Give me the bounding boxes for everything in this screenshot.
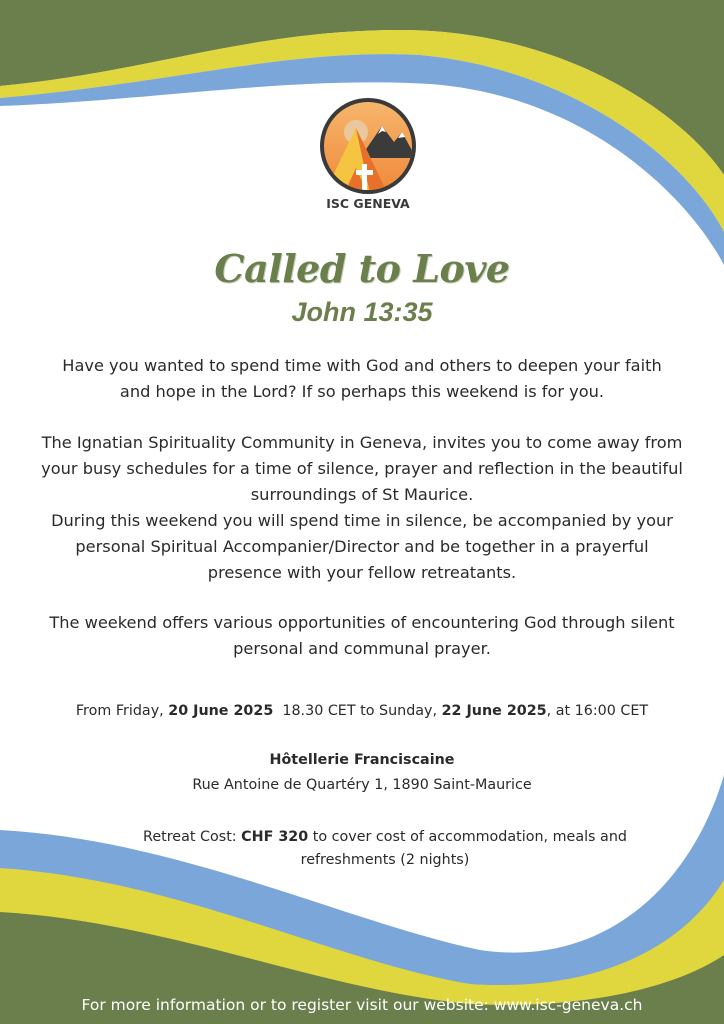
community-paragraph [10, 430, 714, 508]
logo-text: ISC GENEVA [326, 196, 410, 211]
text-line: The Ignatian Spirituality Community in Geneva, invites you to come away from [41, 433, 683, 452]
start-time: 18.30 CET to Sunday, [273, 703, 442, 719]
footer-website-info: For more information or to register visit our website: www.isc-geneva.ch [81, 996, 643, 1014]
text-line: Have you wanted to spend time with God and others to deepen your faith [62, 356, 662, 375]
cost-line: refreshments (2 nights) [300, 852, 470, 868]
text-line: During this weekend you will spend time in silence, be accompanied by your [51, 511, 673, 530]
cost-label: Retreat Cost: [143, 829, 242, 845]
start-date: 20 June 2025 [168, 703, 274, 719]
retreat-cost [90, 826, 680, 872]
cost-description: to cover cost of accommodation, meals and [308, 829, 627, 845]
page-title: Called to Love [214, 246, 510, 291]
text-line: personal Spiritual Accompanier/Director and be together in a prayerful [75, 537, 649, 556]
dates-from-label: From Friday, [75, 703, 169, 719]
text-line: personal and communal prayer. [233, 639, 491, 658]
venue-name: Hôtellerie Franciscaine [269, 752, 455, 768]
intro-paragraph [10, 353, 714, 405]
weekend-paragraph [10, 508, 714, 586]
bible-verse: John 13:35 [291, 297, 433, 327]
end-date: 22 June 2025 [441, 703, 547, 719]
text-line: surroundings of St Maurice. [250, 485, 474, 504]
text-line: your busy schedules for a time of silence, prayer and reflection in the beautiful [41, 459, 683, 478]
cost-amount: CHF 320 [241, 829, 309, 845]
isc-geneva-logo [316, 98, 420, 212]
cost-line [90, 826, 680, 849]
retreat-dates [0, 703, 724, 719]
text-line: and hope in the Lord? If so perhaps this weekend is for you. [119, 382, 605, 401]
text-line: presence with your fellow retreatants. [207, 563, 517, 582]
text-line: The weekend offers various opportunities of encountering God through silent [49, 613, 675, 632]
offers-paragraph [10, 610, 714, 662]
venue-address: Rue Antoine de Quartéry 1, 1890 Saint-Maurice [192, 777, 532, 793]
end-time: , at 16:00 CET [546, 703, 649, 719]
